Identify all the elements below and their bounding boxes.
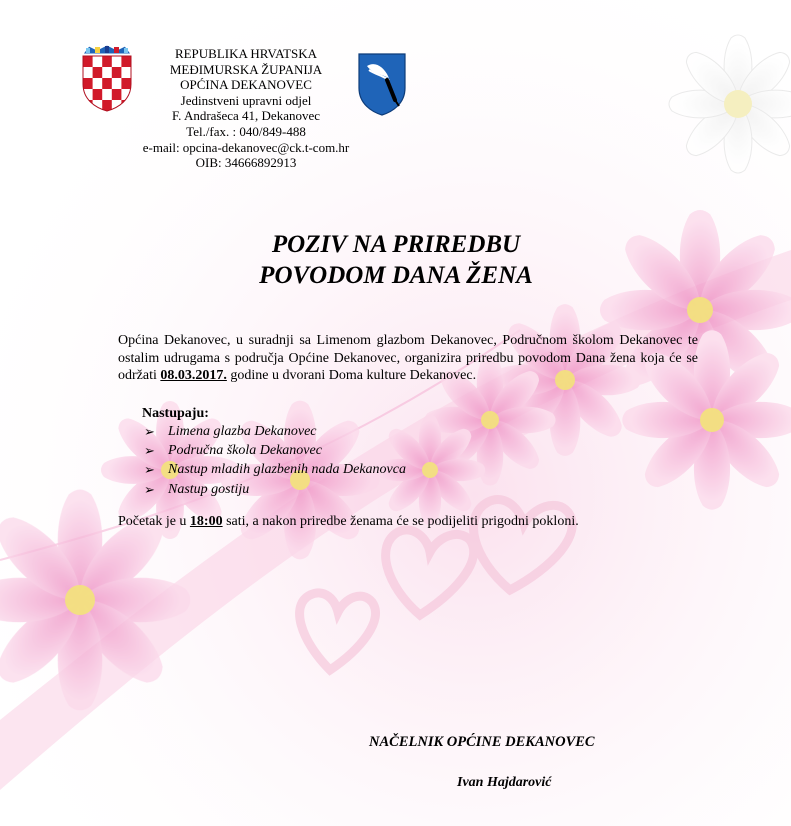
header-line-municipality: OPĆINA DEKANOVEC: [180, 77, 312, 93]
performer-label: Nastup mladih glazbenih nada Dekanovca: [168, 462, 406, 478]
header-line-county: MEĐIMURSKA ŽUPANIJA: [169, 61, 323, 77]
municipality-header: [112, 46, 380, 171]
arrow-bullet-icon: ➢: [144, 424, 155, 439]
header-line-email: e-mail: opcina-dekanovec@ck.t-com.hr: [142, 139, 350, 155]
paragraph-intro: Općina Dekanovec, u suradnji sa Limenom glazbom Dekanovec, Područnom školom Dekanovec te ostalim udrugama s područja Općine Dekanovec, organizira priredbu povodom Dana žena koja će se održati: [118, 333, 698, 383]
event-date: 08.03.2017.: [160, 368, 227, 383]
start-time-sentence: [118, 514, 579, 530]
performer-label: Područna škola Dekanovec: [168, 443, 322, 459]
list-item: [144, 480, 406, 499]
start-prefix: Početak je u: [118, 514, 190, 529]
start-suffix: sati, a nakon priredbe ženama će se podijeliti prigodni pokloni.: [222, 514, 579, 529]
arrow-bullet-icon: ➢: [144, 462, 155, 478]
invitation-paragraph: [118, 332, 698, 385]
title-line-1: POZIV NA PRIREDBU: [271, 231, 521, 258]
performer-label: Nastup gostiju: [168, 481, 250, 497]
signature-name: Ivan Hajdarović: [457, 775, 552, 790]
performers-heading: Nastupaju:: [142, 406, 209, 421]
list-item: [144, 460, 406, 479]
arrow-bullet-icon: ➢: [144, 481, 155, 497]
paragraph-intro-end: godine u dvorani Doma kulture Dekanovec.: [226, 368, 477, 383]
title-line-2: POVODOM DANA ŽENA: [259, 262, 533, 289]
invitation-title: [120, 229, 672, 291]
header-line-phone: Tel./fax. : 040/849-488: [186, 123, 306, 139]
header-line-republic: REPUBLIKA HRVATSKA: [174, 46, 318, 61]
performer-label: Limena glazba Dekanovec: [168, 424, 317, 439]
signature-role: NAČELNIK OPĆINE DEKANOVEC: [369, 734, 595, 750]
arrow-bullet-icon: ➢: [144, 443, 155, 459]
list-item: [144, 441, 406, 460]
performers-list: [144, 422, 406, 499]
list-item: [144, 422, 406, 441]
header-line-address: F. Andrašeca 41, Dekanovec: [171, 108, 321, 124]
header-line-department: Jedinstveni upravni odjel: [180, 92, 312, 108]
header-line-oib: OIB: 34666892913: [195, 155, 297, 171]
start-time: 18:00: [189, 514, 223, 529]
